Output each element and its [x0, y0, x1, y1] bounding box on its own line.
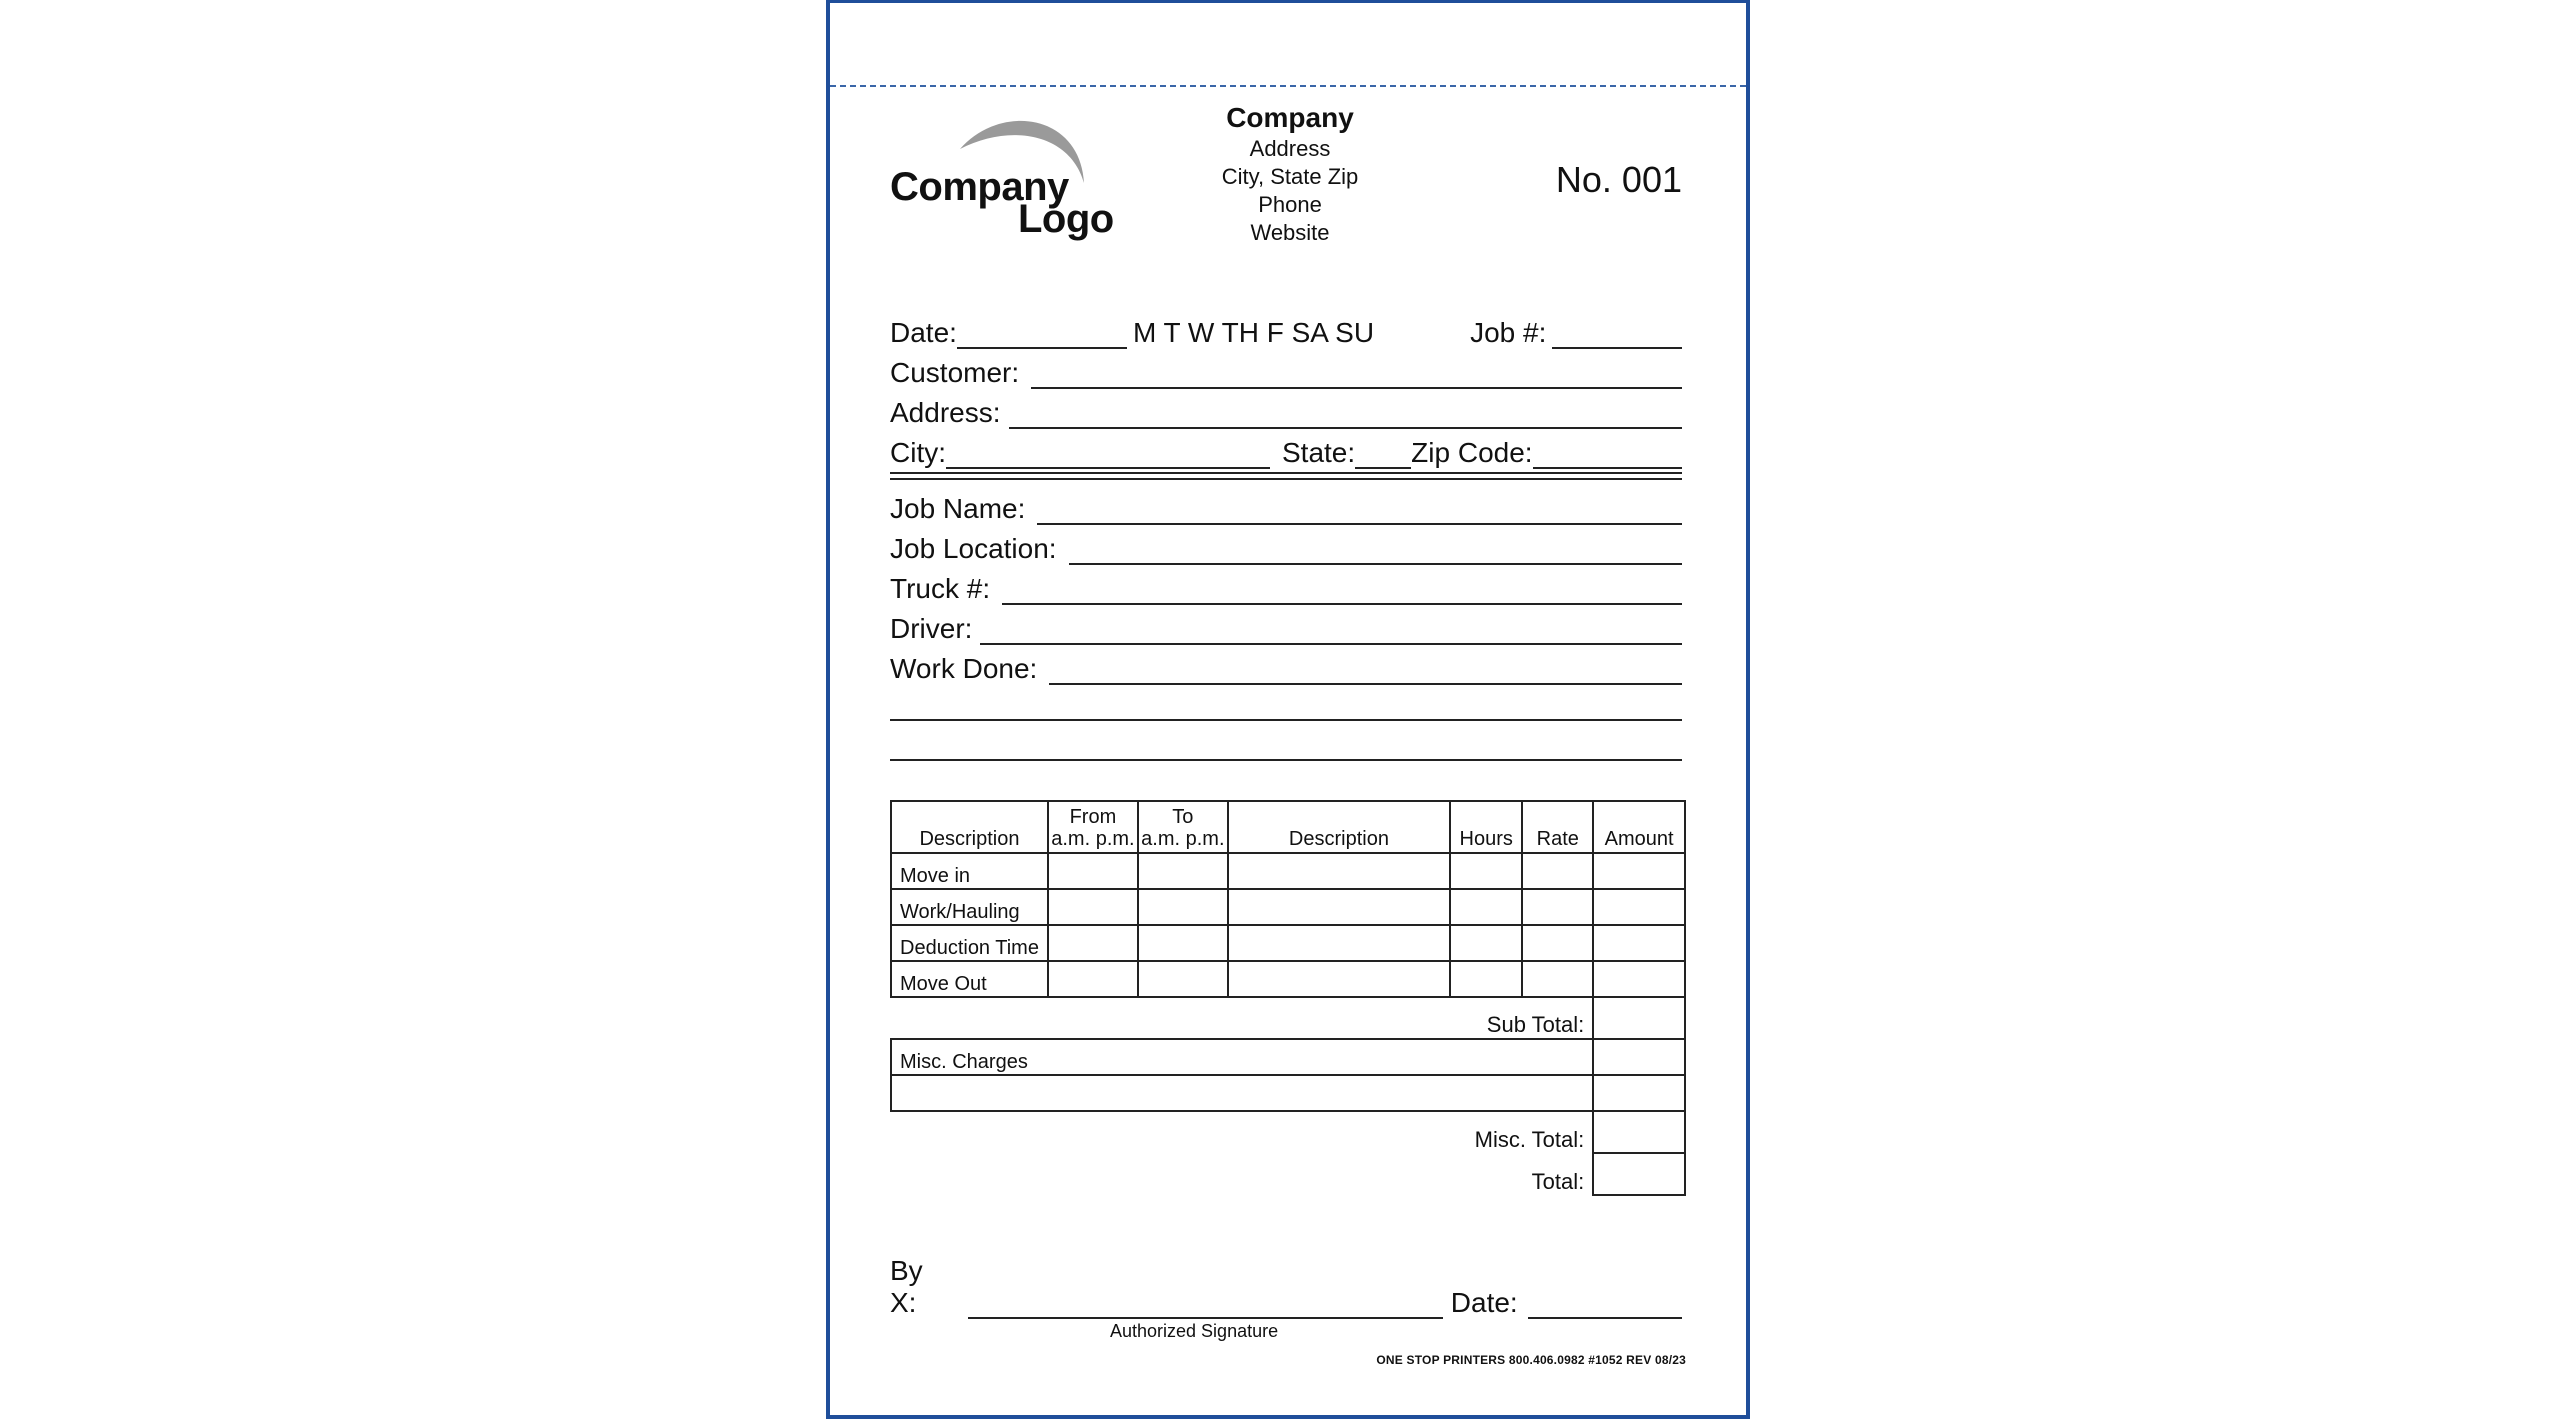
sub-total-label: Sub Total:: [1486, 1012, 1585, 1037]
row-label-work-hauling: Work/Hauling: [891, 889, 1048, 925]
sub-total-row: [891, 997, 1685, 1039]
misc-total-field[interactable]: [1593, 1111, 1685, 1153]
perforation-line: [830, 85, 1746, 87]
logo-word-logo: Logo: [1018, 197, 1114, 241]
work-done-label: Work Done:: [890, 653, 1038, 684]
customer-row: [890, 353, 1682, 389]
truck-label: Truck #:: [890, 573, 991, 604]
authorized-signature-caption: Authorized Signature: [1110, 1321, 1279, 1341]
misc-charges-row-2: [891, 1075, 1685, 1111]
company-website: Website: [1250, 220, 1330, 245]
job-name-field[interactable]: [1037, 493, 1682, 525]
work-done-line-2[interactable]: [890, 719, 1682, 721]
city-field[interactable]: [946, 437, 1270, 469]
company-city-state-zip: City, State Zip: [1221, 164, 1359, 189]
customer-field[interactable]: [1031, 357, 1682, 389]
company-phone: Phone: [1258, 192, 1322, 217]
company-name: Company: [1226, 102, 1354, 133]
row-label-deduction-time: Deduction Time: [891, 925, 1048, 961]
job-number-field[interactable]: [1552, 317, 1682, 349]
job-number-label: Job #:: [1470, 317, 1547, 348]
misc-charges-row: [891, 1039, 1685, 1075]
address-field[interactable]: [1009, 397, 1683, 429]
signature-field[interactable]: [968, 1287, 1443, 1319]
driver-label: Driver:: [890, 613, 973, 644]
table-header-row: [891, 801, 1685, 853]
job-name-row: [890, 489, 1682, 525]
misc-charges-line[interactable]: [891, 1075, 1593, 1111]
printer-line: ONE STOP PRINTERS 800.406.0982 #1052 REV 08/23: [1376, 1353, 1686, 1367]
double-divider: [890, 472, 1682, 480]
work-done-line-3[interactable]: [890, 759, 1682, 761]
zip-field[interactable]: [1533, 437, 1682, 469]
misc-total-label: Misc. Total:: [1474, 1127, 1585, 1152]
truck-field[interactable]: [1002, 573, 1682, 605]
signature-row: [890, 1255, 1682, 1319]
signature-date-label: Date:: [1450, 1287, 1518, 1318]
col-description-2: Description: [1228, 801, 1450, 853]
company-address: Address: [1249, 136, 1331, 161]
driver-row: [890, 609, 1682, 645]
company-logo: [890, 113, 1120, 243]
col-rate: Rate: [1522, 801, 1593, 853]
table-row: [891, 925, 1685, 961]
work-done-row: [890, 649, 1682, 685]
work-done-field[interactable]: [1049, 653, 1682, 685]
sub-total-field[interactable]: [1593, 997, 1685, 1039]
state-label: State:: [1282, 437, 1356, 468]
col-from: From a.m. p.m.: [1048, 801, 1138, 853]
misc-charges-amount-2[interactable]: [1593, 1075, 1685, 1111]
job-name-label: Job Name:: [890, 493, 1026, 524]
misc-total-row: [891, 1111, 1685, 1153]
address-row: [890, 393, 1682, 429]
total-field[interactable]: [1593, 1153, 1685, 1195]
logo-word-company: Company: [890, 165, 1069, 209]
misc-charges-label: Misc. Charges: [891, 1039, 1593, 1075]
total-row: [891, 1153, 1685, 1195]
charges-table: [890, 800, 1686, 1196]
address-label: Address:: [890, 397, 1001, 428]
driver-field[interactable]: [980, 613, 1682, 645]
job-location-label: Job Location:: [890, 533, 1057, 564]
col-description: Description: [891, 801, 1048, 853]
city-row: [890, 433, 1682, 469]
company-info: [1130, 101, 1450, 247]
days-of-week: M T W TH F SA SU: [1132, 317, 1375, 348]
col-to: To a.m. p.m.: [1138, 801, 1228, 853]
date-field[interactable]: [957, 317, 1127, 349]
date-row: [890, 313, 1682, 349]
col-amount: Amount: [1593, 801, 1685, 853]
job-location-row: [890, 529, 1682, 565]
row-label-move-out: Move Out: [891, 961, 1048, 997]
state-field[interactable]: [1355, 437, 1411, 469]
customer-label: Customer:: [890, 357, 1020, 388]
signature-date-field[interactable]: [1528, 1287, 1682, 1319]
form-number: No. 001: [1555, 159, 1682, 200]
date-label: Date:: [890, 317, 957, 348]
city-label: City:: [890, 437, 946, 468]
row-label-move-in: Move in: [891, 853, 1048, 889]
total-label: Total:: [1531, 1169, 1585, 1194]
job-location-field[interactable]: [1069, 533, 1682, 565]
zip-label: Zip Code:: [1411, 437, 1533, 468]
truck-row: [890, 569, 1682, 605]
work-order-form: [826, 0, 1750, 1419]
table-row: [891, 853, 1685, 889]
misc-charges-amount-1[interactable]: [1593, 1039, 1685, 1075]
table-row: [891, 961, 1685, 997]
signature-by-label: By X:: [890, 1255, 923, 1318]
col-hours: Hours: [1450, 801, 1522, 853]
table-row: [891, 889, 1685, 925]
